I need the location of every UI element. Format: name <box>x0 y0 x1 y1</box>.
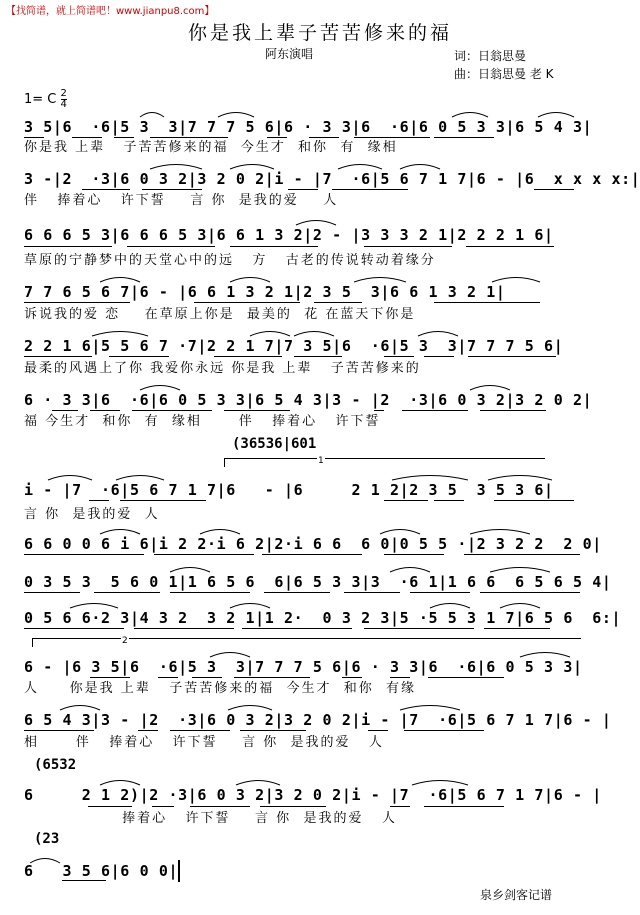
volta-number: 1 <box>318 456 324 466</box>
beam-row <box>24 189 584 193</box>
lyrics-row: 福 今生才 和你 有 缘相 伴 捧着心 许下誓 <box>24 414 381 429</box>
lyrics-row: 相 伴 捧着心 许下誓 言 你 是我的爱 人 <box>24 735 384 750</box>
notation-row: 0 3 5 3 5 6 0 1|1 6 5 6 6|6 5 3 3|3 ·6 1|1 6 6 6 5 6 5 4| <box>24 573 612 591</box>
lyrics-row: 诉说我的爱 恋 在草原上你是 最美的 花 在蓝天下你是 <box>24 307 416 322</box>
notation-row: 6 - |6 3 5|6 ·6|5 3 3|7 7 7 5 6|6 · 3 3|6 ·6|6 0 5 3 3| <box>24 658 583 676</box>
volta-bracket-2 <box>32 638 581 647</box>
beam-row <box>24 356 584 360</box>
lyrics-row: 草原的宁静梦中的天堂心中的远 方 古老的传说转动着缘分 <box>24 253 436 268</box>
beam-row <box>24 302 584 306</box>
interlude-lead-in: (6532 <box>34 757 77 773</box>
volta-number: 2 <box>122 636 128 646</box>
volta-bracket-1 <box>224 458 545 467</box>
notation-row: 6 6 6 5 3|6 6 6 5 3|6 6 1 3 2|2 - |3 3 3 2 1|2 2 2 1 6| <box>24 226 554 244</box>
key-label: 1= C <box>24 92 57 107</box>
beam-row <box>24 880 584 884</box>
lyrics-row: 人 你是我 上辈 子苦苦修来的福 今生才 和你 有缘 <box>24 681 416 696</box>
beam-row <box>24 554 584 558</box>
singer-credit: 阿东演唱 <box>265 47 314 61</box>
time-denominator: 4 <box>60 99 67 110</box>
lyrics-row: 伴 捧着心 许下誓 言 你 是我的爱 人 <box>24 193 339 208</box>
notation-row: 6 2 1 2)|2 ·3|6 0 3 2|3 2 0 2|i - |7 ·6|5 6 7 1 7|6 - | <box>24 786 602 804</box>
beam-row <box>24 677 584 681</box>
lyrics-row: 最柔的风遇上了你 我爱你永远 你是我 上辈 子苦苦修来的 <box>24 361 421 376</box>
composer-credit: 曲：日翁思曼 老 K <box>454 67 554 81</box>
lyrics-row: 言 你 是我的爱 人 <box>24 507 160 522</box>
notation-row: 3 -|2 ·3|6 0 3 2|3 2 0 2|i - |7 ·6|5 6 7 1 7|6 - |6 x x x x:| <box>24 170 640 188</box>
beam-row <box>24 246 584 250</box>
site-header[interactable]: 【找简谱，就上简谱吧！www.jianpu8.com】 <box>6 6 215 17</box>
beam-row <box>24 500 584 504</box>
lyricist-credit: 词：日翁思曼 <box>454 49 527 63</box>
key-signature <box>24 89 67 110</box>
notation-row: 6 5 4 3|3 - |2 ·3|6 0 3 2|3 2 0 2|i - |7 ·6|5 6 7 1 7|6 - | <box>24 711 612 729</box>
lyrics-row: 捧着心 许下誓 言 你 是我的爱 人 <box>24 811 397 826</box>
notation-row: i - |7 ·6|5 6 7 1 7|6 - |6 2 1 2|2 3 5 3 5 3 6| <box>24 481 554 499</box>
interlude-lead-in: (23 <box>34 831 60 847</box>
notation-row: 6 · 3 3|6 ·6|6 0 5 3 3|6 5 4 3|3 - |2 ·3|6 0 3 2|3 2 0 2| <box>24 391 593 409</box>
lyrics-row: 你是我 上辈 子苦苦修来的福 今生才 和你 有 缘相 <box>24 140 398 155</box>
notation-row: 0 5 6 6·2 3|4 3 2 3 2 1|1 2· 0 3 2 3|5 ·5 5 3 1 7|6 5 6 6:| <box>24 609 622 627</box>
beam-row <box>24 730 584 734</box>
beam-row <box>24 628 584 632</box>
beam-row <box>24 806 584 810</box>
transcriber-credit: 泉乡剑客记谱 <box>480 888 553 902</box>
notation-row: 6 3 5 6|6 0 0| <box>24 862 179 880</box>
beam-row <box>24 592 584 596</box>
notation-row: 7 7 6 5 6 7|6 - |6 6 1 3 2 1|2 3 5 3|6 6 1 3 2 1| <box>24 283 506 301</box>
notation-row: 6 6 0 0 6 i 6|i 2 2·i 6 2|2·i 6 6 6 0|0 5 5 ·|2 3 2 2 2 0| <box>24 535 602 553</box>
notation-row: 3 5|6 ·6|5 3 3|7 7 7 5 6|6 · 3 3|6 ·6|6 0 5 3 3|6 5 4 3| <box>24 118 593 136</box>
interlude-lead-in: (36536|601 <box>232 436 317 452</box>
beam-row <box>24 410 584 414</box>
final-barline <box>178 860 180 882</box>
notation-row: 2 2 1 6|5 5 6 7 ·7|2 2 1 7|7 3 5|6 ·6|5 3 3|7 7 7 5 6| <box>24 337 564 355</box>
time-numerator: 2 <box>60 88 67 99</box>
song-title: 你是我上辈子苦苦修来的福 <box>187 22 452 44</box>
time-signature <box>61 89 67 110</box>
beam-row <box>24 137 584 141</box>
